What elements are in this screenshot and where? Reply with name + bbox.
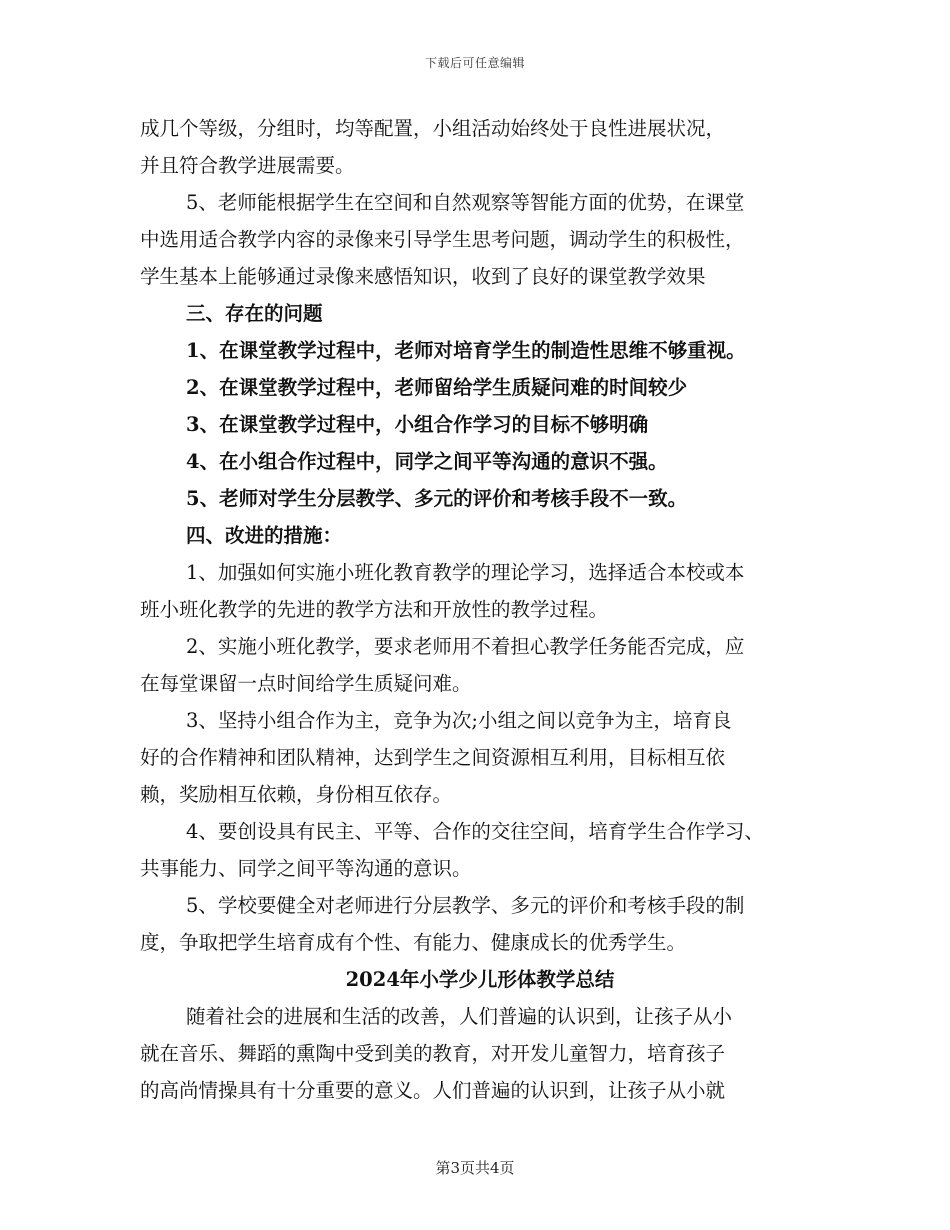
text-line: 赖，奖励相互依赖，身份相互依存。	[140, 783, 453, 806]
text-line: 共事能力、同学之间平等沟通的意识。	[140, 857, 472, 880]
text-line: 度，争取把学生培育成有个性、有能力、健康成长的优秀学生。	[140, 931, 687, 954]
text-line: 1、在课堂教学过程中，老师对培育学生的制造性思维不够重视。	[186, 339, 746, 362]
text-line: 3、在课堂教学过程中，小组合作学习的目标不够明确	[186, 413, 649, 436]
page-footer: 第3页共4页	[435, 1159, 515, 1177]
section-heading: 四、改进的措施：	[186, 524, 343, 547]
text-line: 随着社会的进展和生活的改善，人们普遍的认识到，让孩子从小	[186, 1005, 733, 1028]
section-heading: 三、存在的问题	[186, 302, 323, 325]
text-line: 3、坚持小组合作为主，竞争为次;小组之间以竞争为主，培育良	[186, 709, 732, 732]
text-line: 5、学校要健全对老师进行分层教学、多元的评价和考核手段的制	[186, 894, 745, 917]
text-line: 中选用适合教学内容的录像来引导学生思考问题，调动学生的积极性，	[140, 228, 745, 251]
text-line: 在每堂课留一点时间给学生质疑问难。	[140, 672, 472, 695]
text-line: 4、在小组合作过程中，同学之间平等沟通的意识不强。	[186, 450, 668, 473]
text-line: 成几个等级，分组时，均等配置，小组活动始终处于良性进展状况，	[140, 117, 726, 140]
document-body	[140, 110, 820, 1109]
text-line: 2、在课堂教学过程中，老师留给学生质疑问难的时间较少	[186, 376, 688, 399]
text-line: 好的合作精神和团队精神，达到学生之间资源相互利用，目标相互依	[140, 746, 726, 769]
text-line: 的高尚情操具有十分重要的意义。人们普遍的认识到，让孩子从小就	[140, 1079, 726, 1102]
text-line: 2、实施小班化教学，要求老师用不着担心教学任务能否完成，应	[186, 635, 745, 658]
text-line: 并且符合教学进展需要。	[140, 154, 355, 177]
text-line: 1、加强如何实施小班化教育教学的理论学习，选择适合本校或本	[186, 561, 745, 584]
text-line: 班小班化教学的先进的教学方法和开放性的教学过程。	[140, 598, 609, 621]
text-line: 学生基本上能够通过录像来感悟知识，收到了良好的课堂教学效果	[140, 265, 706, 288]
text-line: 5、老师对学生分层教学、多元的评价和考核手段不一致。	[186, 487, 688, 510]
document-title: 2024年小学少儿形体教学总结	[345, 968, 615, 991]
text-line: 5、老师能根据学生在空间和自然观察等智能方面的优势，在课堂	[186, 191, 745, 214]
page-header: 下载后可任意编辑	[424, 56, 525, 70]
text-line: 4、要创设具有民主、平等、合作的交往空间，培育学生合作学习、	[186, 820, 764, 843]
text-line: 就在音乐、舞蹈的熏陶中受到美的教育，对开发儿童智力，培育孩子	[140, 1042, 726, 1065]
